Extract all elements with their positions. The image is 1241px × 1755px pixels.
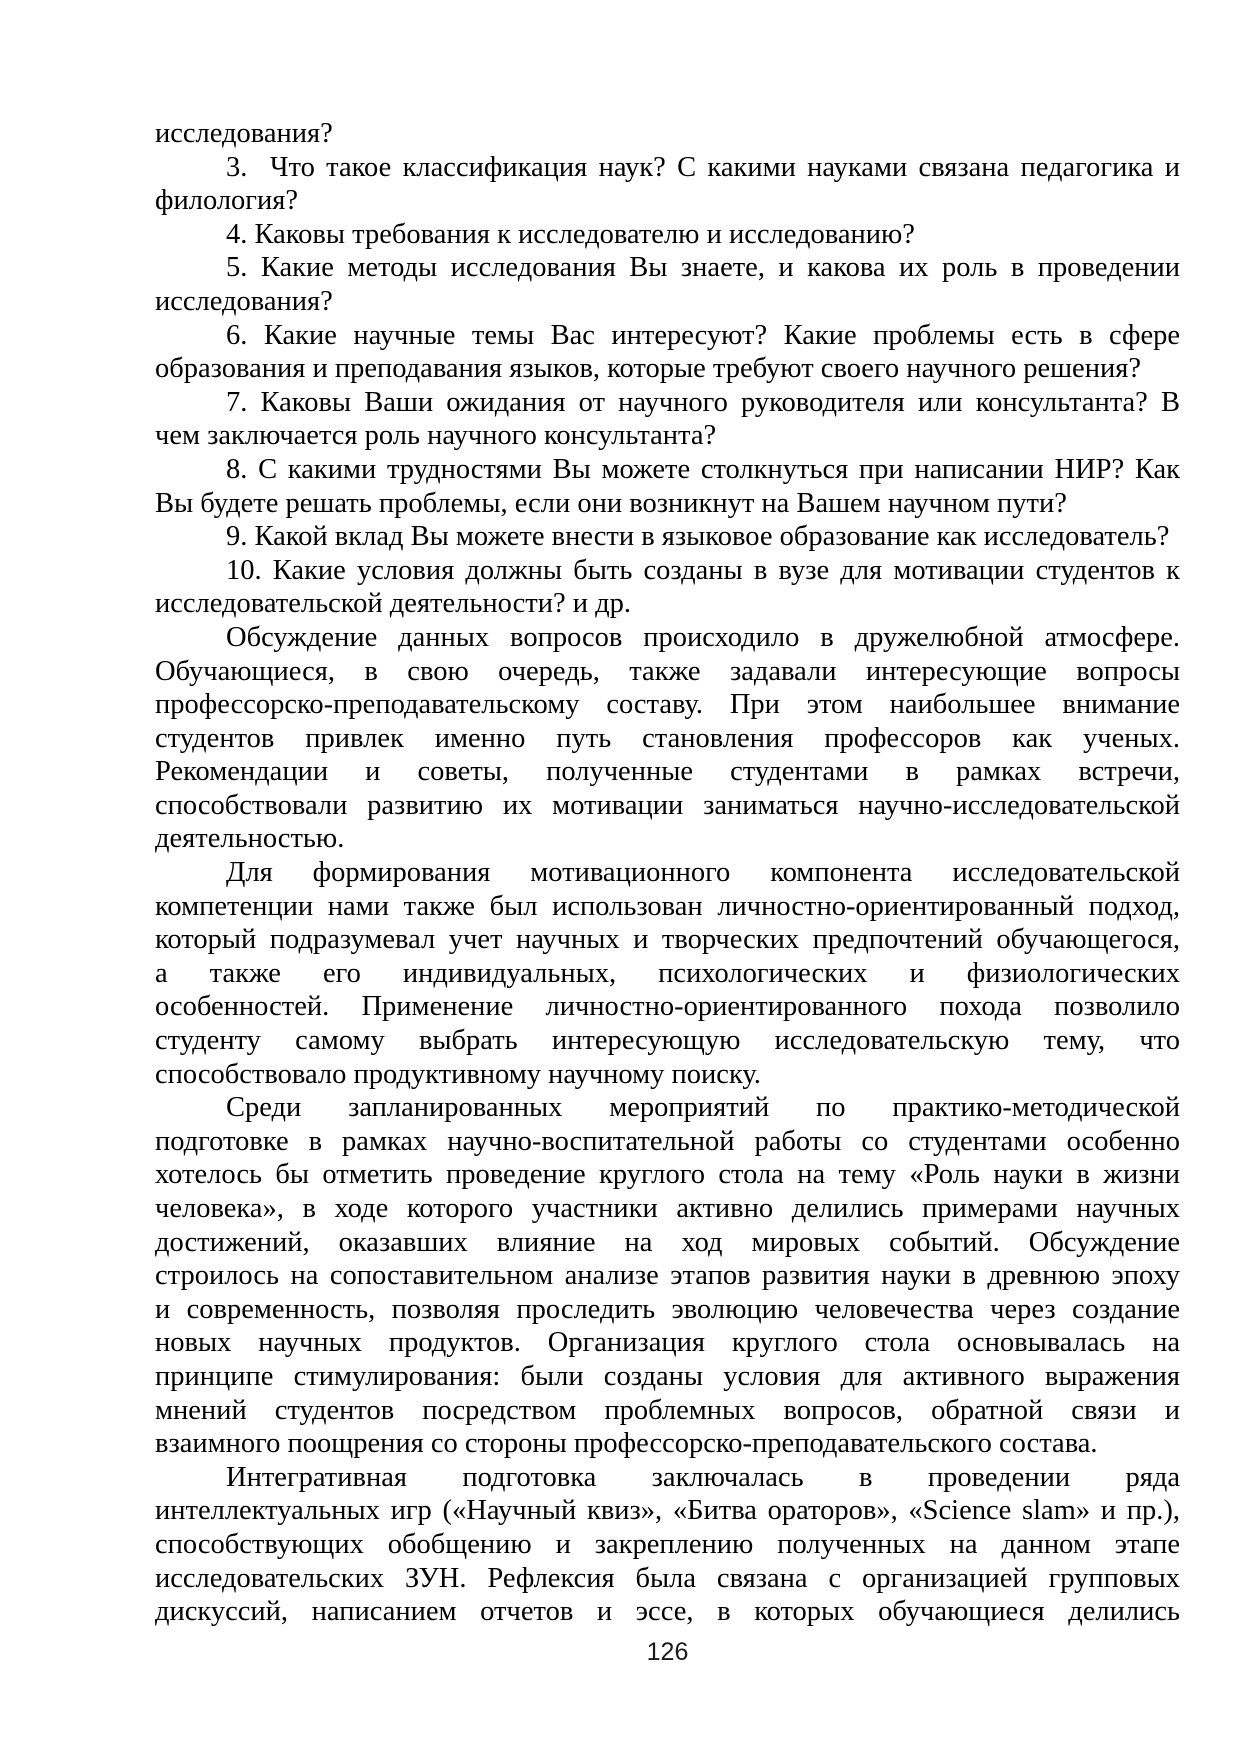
text-line: способствовало продуктивному научному поиску.: [155, 1058, 761, 1090]
text-line: а также его индивидуальных, психологических и физиологических: [155, 957, 1180, 989]
text-line: способствовали развитию их мотивации заниматься научно-исследовательской: [155, 789, 1180, 821]
text-line: мнений студентов посредством проблемных вопросов, обратной связи и: [155, 1394, 1180, 1426]
text-line: достижений, оказавших влияние на ход мировых событий. Обсуждение: [155, 1226, 1180, 1258]
text-line: дискуссий, написанием отчетов и эссе, в которых обучающиеся делились: [155, 1596, 1180, 1628]
text-line: Обсуждение данных вопросов происходило в дружелюбной атмосфере.: [226, 621, 1180, 653]
text-line: 3. Что такое классификация наук? С какими науками связана педагогика и: [226, 151, 1180, 183]
text-line: Среди запланированных мероприятий по практико-методической: [226, 1092, 1180, 1124]
text-line: новых научных продуктов. Организация круглого стола основывалась на: [155, 1327, 1180, 1359]
text-line: подготовке в рамках научно-воспитательной работы со студентами особенно: [155, 1125, 1180, 1157]
text-line: исследования?: [155, 285, 333, 317]
question-2-continued: [155, 117, 1180, 151]
question-6: [155, 319, 1180, 386]
text-line: 4. Каковы требования к исследователю и исследованию?: [226, 218, 915, 250]
text-line: Вы будете решать проблемы, если они возникнут на Вашем научном пути?: [155, 487, 1067, 519]
text-line: и современность, позволяя проследить эволюцию человечества через создание: [155, 1293, 1180, 1325]
text-line: хотелось бы отметить проведение круглого стола на тему «Роль науки в жизни: [155, 1159, 1180, 1191]
question-7: [155, 386, 1180, 453]
text-line: Обучающиеся, в свою очередь, также задавали интересующие вопросы: [155, 655, 1180, 687]
page-number: 126: [646, 1638, 689, 1666]
text-line: студентов привлек именно путь становления профессоров как ученых.: [155, 722, 1180, 754]
text-line: деятельностью.: [155, 823, 345, 855]
question-8: [155, 453, 1180, 520]
text-line: исследовательской деятельности? и др.: [155, 588, 631, 620]
text-line: исследовательских ЗУН. Рефлексия была связана с организацией групповых: [155, 1562, 1180, 1594]
text-line: компетенции нами также был использован личностно-ориентированный подход,: [155, 890, 1180, 922]
paragraph-round-table: [155, 1091, 1180, 1461]
text-line: человека», в ходе которого участники активно делились примерами научных: [155, 1193, 1180, 1224]
text-line: филология?: [155, 185, 298, 217]
text-line: исследования?: [155, 118, 333, 149]
text-line: способствующих обобщению и закреплению полученных на данном этапе: [155, 1528, 1180, 1560]
text-line: который подразумевал учет научных и творческих предпочтений обучающегося,: [155, 924, 1180, 956]
text-line: 5. Какие методы исследования Вы знаете, и какова их роль в проведении: [226, 252, 1180, 284]
paragraph-discussion: [155, 621, 1180, 856]
paragraph-integrative: [155, 1461, 1180, 1629]
text-line: строилось на сопоставительном анализе этапов развития науки в древнюю эпоху: [155, 1260, 1180, 1292]
text-line: 10. Какие условия должны быть созданы в вузе для мотивации студентов к: [226, 554, 1180, 586]
text-line: профессорско-преподавательскому составу. При этом наибольшее внимание: [155, 689, 1180, 721]
text-line: Для формирования мотивационного компонента исследовательской: [226, 857, 1180, 889]
paragraph-motivation-component: [155, 856, 1180, 1091]
page-body: [155, 117, 1180, 1629]
text-line: принципе стимулирования: были созданы условия для активного выражения: [155, 1360, 1180, 1392]
question-10: [155, 554, 1180, 621]
text-line: Интегративная подготовка заключалась в проведении ряда: [226, 1461, 1180, 1493]
question-9: [155, 520, 1180, 554]
text-line: 7. Каковы Ваши ожидания от научного руководителя или консультанта? В: [226, 386, 1180, 418]
text-line: 9. Какой вклад Вы можете внести в языковое образование как исследователь?: [226, 521, 1170, 553]
text-line: особенностей. Применение личностно-ориентированного похода позволило: [155, 991, 1180, 1023]
question-3: [155, 151, 1180, 218]
text-line: образования и преподавания языков, которые требуют своего научного решения?: [155, 353, 1141, 385]
text-line: 8. С какими трудностями Вы можете столкнуться при написании НИР? Как: [226, 453, 1180, 485]
question-5: [155, 251, 1180, 318]
text-line: студенту самому выбрать интересующую исследовательскую тему, что: [155, 1025, 1180, 1057]
text-line: 6. Какие научные темы Вас интересуют? Какие проблемы есть в сфере: [226, 319, 1180, 351]
text-line: взаимного поощрения со стороны профессорско-преподавательского состава.: [155, 1428, 1098, 1460]
text-line: Рекомендации и советы, полученные студентами в рамках встречи,: [155, 756, 1180, 788]
question-4: [155, 218, 1180, 252]
text-line: интеллектуальных игр («Научный квиз», «Битва ораторов», «Science slam» и пр.),: [155, 1495, 1180, 1527]
text-line: чем заключается роль научного консультанта?: [155, 420, 717, 452]
